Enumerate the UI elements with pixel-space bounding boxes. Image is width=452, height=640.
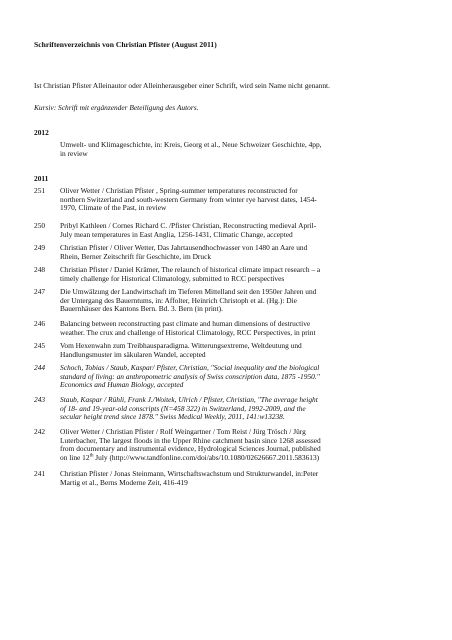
entry-number: 245 <box>34 341 46 350</box>
year-heading-2011: 2011 <box>34 174 49 183</box>
entry-number: 246 <box>34 319 46 328</box>
year-heading-2012: 2012 <box>34 128 49 137</box>
entry-text: Christian Pfister / Daniel Krämer, The relaunch of historical climate impact research – a timely challenge for Historical Climatology, submitted to RCC perspectives <box>60 265 321 283</box>
entry-text: Balancing between reconstructing past climate and human dimensions of destructive weather. The crux and challenge of Historical Climatology, RCC Perspectives, in print <box>60 319 316 337</box>
entry-text: Pribyl Kathleen / Cornes Richard C. /Pfister Christian, Reconstructing medieval April- July mean temperatures in East Anglia, 1256-1431, Climatic Change, accepted <box>60 221 317 239</box>
entry-number: 244 <box>34 363 46 372</box>
entry-number: 241 <box>34 469 46 478</box>
entry-text: Vom Hexenwahn zum Treibhausparadigma. Witterungsextreme, Weltdeutung und Handlungsmuster im säkularen Wandel, accepted <box>60 341 302 359</box>
entry-text: Umwelt- und Klimageschichte, in: Kreis, Georg et al., Neue Schweizer Geschichte, 4pp, in review <box>60 140 322 158</box>
intro-text: Ist Christian Pfister Alleinautor oder Alleinherausgeber einer Schrift, wird sein Name nicht genannt. <box>34 81 330 90</box>
legend-note: Kursiv: Schrift mit ergänzender Beteiligung des Autors. <box>34 103 199 112</box>
entry-text: Schoch, Tobias / Staub, Kaspar/ Pfister, Christian, "Social inequality and the biological standard of living: an anthropometric analysis of Swiss conscription data, 1875 -1950." Economics and Human Biology, accepted <box>60 363 320 390</box>
entry-number: 243 <box>34 395 46 404</box>
entry-text: Christian Pfister / Jonas Steinmann, Wirtschaftswachstum und Strukturwandel, in:Peter Martig et al., Berns Moderne Zeit, 416-419 <box>60 469 319 487</box>
document-title: Schriftenverzeichnis von Christian Pfister (August 2011) <box>34 40 217 49</box>
entry-text: Oliver Wetter / Christian Pfister / Rolf Weingartner / Tom Reist / Jürg Trösch / Jürg Luterbacher, The largest floods in the Upper Rhine catchment basin since 1268 assessed from documentary and instrumental evidence, Hydrological Sciences Journal, published on line 12th July (http://www.tandfonline.com/doi/abs/10.1080/02626667.2011.583613) <box>60 427 321 462</box>
entry-text: Christian Pfister / Oliver Wetter, Das Jahrtausendhochwasser von 1480 an Aare und Rhein, Berner Zeitschrift für Geschichte, im Druck <box>60 243 308 261</box>
entry-number: 250 <box>34 221 46 230</box>
superscript: th <box>89 453 94 459</box>
entry-text: Oliver Wetter / Christian Pfister , Spring-summer temperatures reconstructed for northern Switzerland and south-western Germany from winter rye harvest dates, 1454- 1970, Climate of the Past, in review <box>60 186 317 213</box>
entry-number: 249 <box>34 243 46 252</box>
entry-number: 247 <box>34 287 46 296</box>
entry-number: 251 <box>34 186 46 195</box>
entry-number: 248 <box>34 265 46 274</box>
entry-text: Staub, Kaspar / Rühli, Frank J./Woitek, Ulrich / Pfister, Christian, "The average height of 18- and 19-year-old conscripts (N=458 322) in Switzerland, 1992-2009, and the secular height trend since 1878." Swiss Medical Weekly, 2011, 141:w13238. <box>60 395 318 422</box>
entry-text: Die Umwälzung der Landwirtschaft im Tieferen Mittelland seit den 1950er Jahren und der Untergang des Bauerntums, in: Affolter, Heinrich Christoph et al. (Hg.): Die Bauernhäuser des Kantons Bern. Bd. 3. Bern (in print). <box>60 287 317 314</box>
entry-number: 242 <box>34 427 46 436</box>
